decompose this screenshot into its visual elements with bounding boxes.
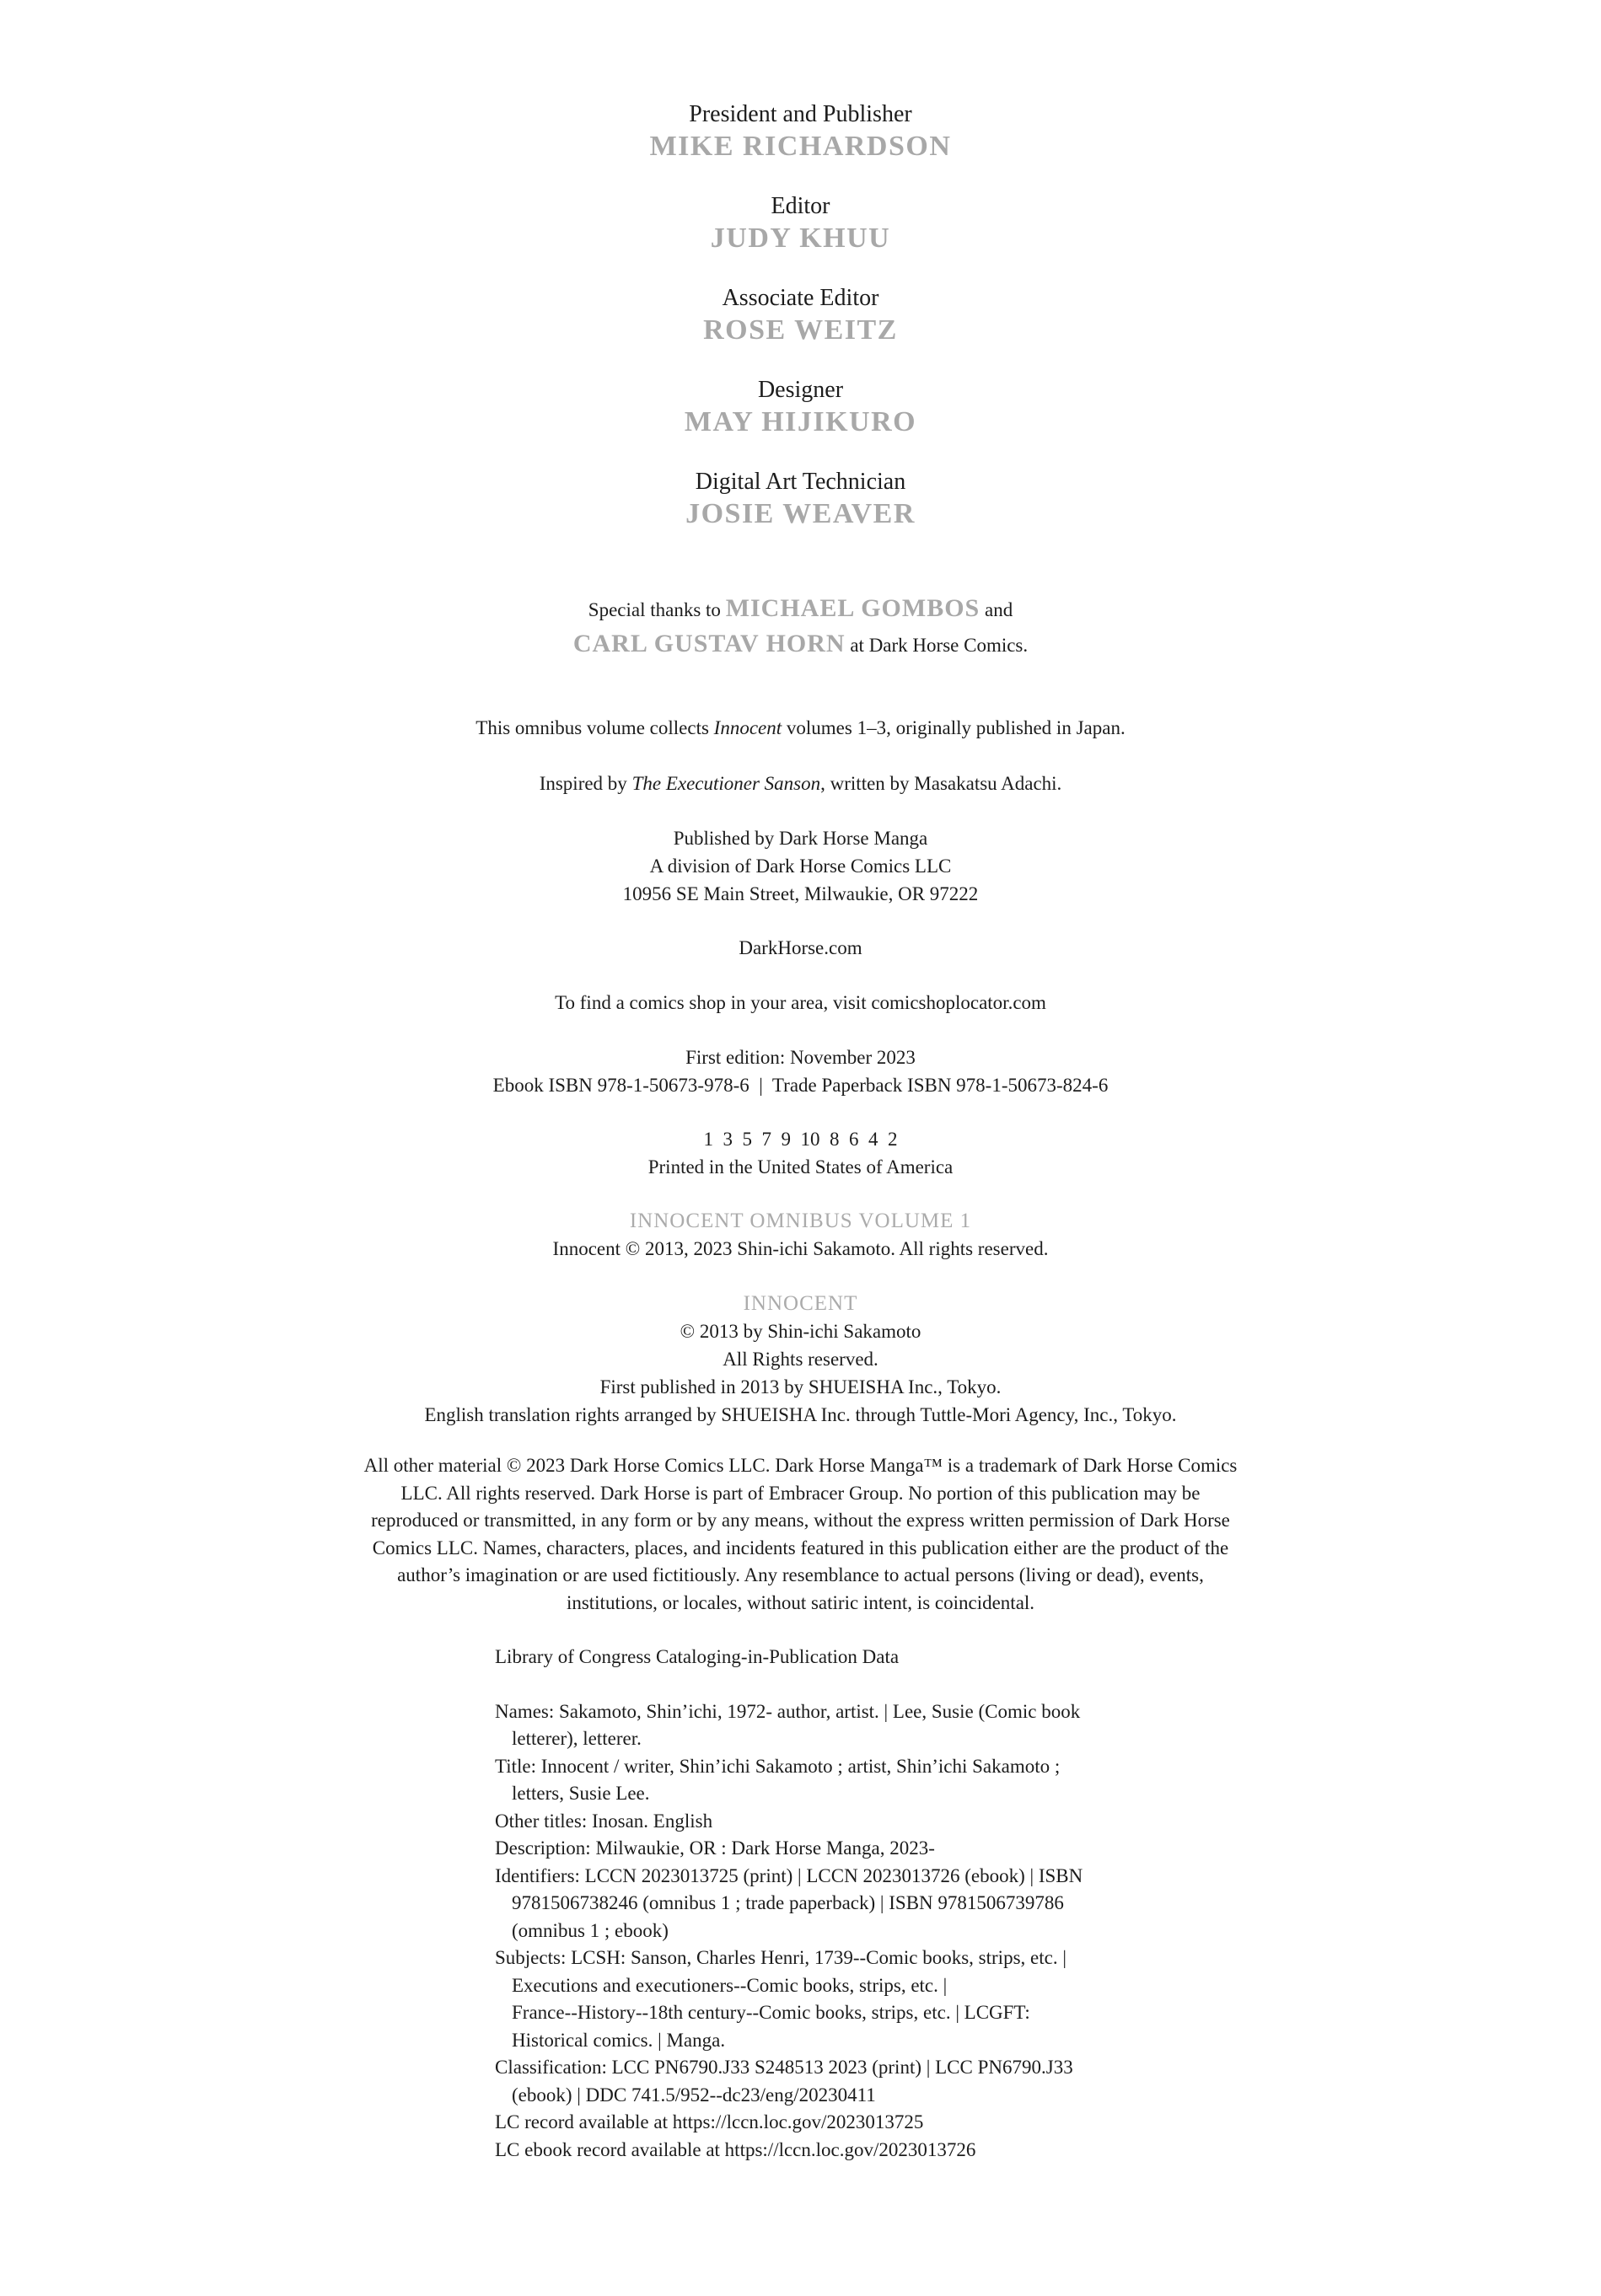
- omnibus-heading: INNOCENT OMNIBUS VOLUME 1: [629, 1210, 972, 1232]
- credit-editor: [0, 191, 1601, 255]
- credit-name: MAY HIJIKURO: [684, 406, 917, 437]
- legal-line: reproduced or transmitted, in any form or by any means, without the express written permission of Dark Horse: [371, 1510, 1230, 1531]
- original-line: All Rights reserved.: [723, 1349, 878, 1370]
- legal-line: Comics LLC. Names, characters, places, and incidents featured in this publication either are the product of the: [372, 1537, 1229, 1558]
- cip-line: Historical comics. | Manga.: [512, 2029, 726, 2051]
- cip-line: LC record available at https://lccn.loc.gov/2023013725: [495, 2111, 924, 2132]
- original-line: First published in 2013 by SHUEISHA Inc., Tokyo.: [599, 1376, 1002, 1397]
- cip-data: [495, 1644, 1254, 2164]
- cip-entry: [495, 1863, 1254, 1945]
- printed-in: Printed in the United States of America: [647, 1156, 954, 1178]
- inspired-title: The Executioner Sanson: [631, 773, 821, 794]
- credit-role: Associate Editor: [722, 285, 879, 311]
- original-line: © 2013 by Shin-ichi Sakamoto: [680, 1321, 921, 1342]
- shop-locator: To find a comics shop in your area, visit comicshoplocator.com: [555, 992, 1046, 1013]
- publisher-line: 10956 SE Main Street, Milwaukie, OR 97222: [622, 883, 979, 904]
- cip-entries: [495, 1698, 1254, 2165]
- legal-notice: [291, 1452, 1310, 1617]
- cip-line: Classification: LCC PN6790.J33 S248513 2023 (print) | LCC PN6790.J33: [495, 2057, 1073, 2078]
- cip-line: Description: Milwaukie, OR : Dark Horse Manga, 2023-: [495, 1837, 935, 1859]
- original-line: English translation rights arranged by SHUEISHA Inc. through Tuttle-Mori Agency, Inc., Tokyo.: [424, 1404, 1177, 1425]
- cip-line: Other titles: Inosan. English: [495, 1810, 713, 1832]
- omnibus-copyright-line: Innocent © 2013, 2023 Shin-ichi Sakamoto. All rights reserved.: [552, 1238, 1049, 1259]
- thanks-name-1: MICHAEL GOMBOS: [725, 594, 980, 622]
- thanks-name-2: CARL GUSTAV HORN: [572, 630, 846, 657]
- thanks-suffix: at Dark Horse Comics.: [845, 635, 1029, 656]
- collects-note: This omnibus volume collects Innocent volumes 1–3, originally published in Japan.: [475, 717, 1126, 738]
- cip-line: (ebook) | DDC 741.5/952--dc23/eng/20230411: [512, 2084, 876, 2106]
- credit-associate-editor: [0, 283, 1601, 347]
- website: DarkHorse.com: [739, 937, 862, 958]
- cip-line: Subjects: LCSH: Sanson, Charles Henri, 1739--Comic books, strips, etc. |: [495, 1947, 1066, 1968]
- original-copyright: [0, 1290, 1601, 1429]
- credit-digital-art-technician: [0, 467, 1601, 531]
- cip-entry: [495, 1698, 1254, 1753]
- credit-name: JOSIE WEAVER: [685, 498, 916, 529]
- publisher-line: Published by Dark Horse Manga: [673, 828, 928, 849]
- credit-role: Designer: [757, 377, 844, 403]
- cip-line: letters, Susie Lee.: [512, 1783, 650, 1804]
- cip-entry: [495, 1945, 1254, 2054]
- legal-line: LLC. All rights reserved. Dark Horse is part of Embracer Group. No portion of this publication may be: [400, 1482, 1201, 1504]
- legal-line: author’s imagination or are used fictitiously. Any resemblance to actual persons (living or dead), events,: [397, 1564, 1204, 1585]
- legal-line: institutions, or locales, without satiric intent, is coincidental.: [566, 1591, 1035, 1613]
- cip-entry: [495, 1835, 1254, 1863]
- collects-title: Innocent: [713, 717, 782, 738]
- first-edition: First edition: November 2023: [685, 1047, 916, 1068]
- omnibus-copyright: [0, 1207, 1601, 1263]
- cip-line: LC ebook record available at https://lccn.loc.gov/2023013726: [495, 2138, 976, 2160]
- cip-heading: Library of Congress Cataloging-in-Publication Data: [495, 1646, 900, 1667]
- credit-name: ROSE WEITZ: [703, 314, 898, 346]
- credit-designer: [0, 375, 1601, 439]
- cip-line: Executions and executioners--Comic books, strips, etc. |: [512, 1974, 948, 1996]
- cip-line: Identifiers: LCCN 2023013725 (print) | LCCN 2023013726 (ebook) | ISBN: [495, 1864, 1083, 1886]
- printer-key: 1 3 5 7 9 10 8 6 4 2: [703, 1129, 898, 1150]
- cip-line: (omnibus 1 ; ebook): [512, 1919, 669, 1941]
- cip-line: Names: Sakamoto, Shin’ichi, 1972- author, artist. | Lee, Susie (Comic book: [495, 1700, 1081, 1722]
- cip-line: 9781506738246 (omnibus 1 ; trade paperback) | ISBN 9781506739786: [512, 1892, 1064, 1913]
- cip-line: letterer), letterer.: [512, 1728, 642, 1749]
- inspired-note: Inspired by The Executioner Sanson, written by Masakatsu Adachi.: [539, 773, 1062, 794]
- isbn-line: Ebook ISBN 978-1-50673-978-6 | Trade Paperback ISBN 978-1-50673-824-6: [492, 1075, 1109, 1096]
- legal-line: All other material © 2023 Dark Horse Comics LLC. Dark Horse Manga™ is a trademark of Dark Horse Comics: [363, 1455, 1238, 1476]
- special-thanks: [0, 592, 1601, 663]
- credit-role: Digital Art Technician: [695, 469, 906, 495]
- cip-entry: [495, 2137, 1254, 2165]
- credit-name: JUDY KHUU: [710, 223, 891, 254]
- cip-line: Title: Innocent / writer, Shin’ichi Sakamoto ; artist, Shin’ichi Sakamoto ;: [495, 1755, 1061, 1777]
- credit-publisher: [0, 99, 1601, 164]
- publisher-line: A division of Dark Horse Comics LLC: [649, 856, 952, 877]
- thanks-prefix: Special thanks to: [588, 599, 726, 620]
- credit-role: Editor: [771, 193, 830, 219]
- credit-role: President and Publisher: [689, 101, 912, 127]
- printing-info: [0, 1125, 1601, 1181]
- edition-info: [0, 1043, 1601, 1099]
- cip-line: France--History--18th century--Comic books, strips, etc. | LCGFT:: [512, 2002, 1030, 2023]
- cip-entry: [495, 1808, 1254, 1836]
- original-heading: INNOCENT: [743, 1292, 858, 1315]
- credit-name: MIKE RICHARDSON: [649, 131, 952, 162]
- cip-entry: [495, 2109, 1254, 2137]
- cip-entry: [495, 2054, 1254, 2109]
- publisher-info: [0, 824, 1601, 908]
- thanks-mid: and: [980, 599, 1013, 620]
- cip-entry: [495, 1753, 1254, 1808]
